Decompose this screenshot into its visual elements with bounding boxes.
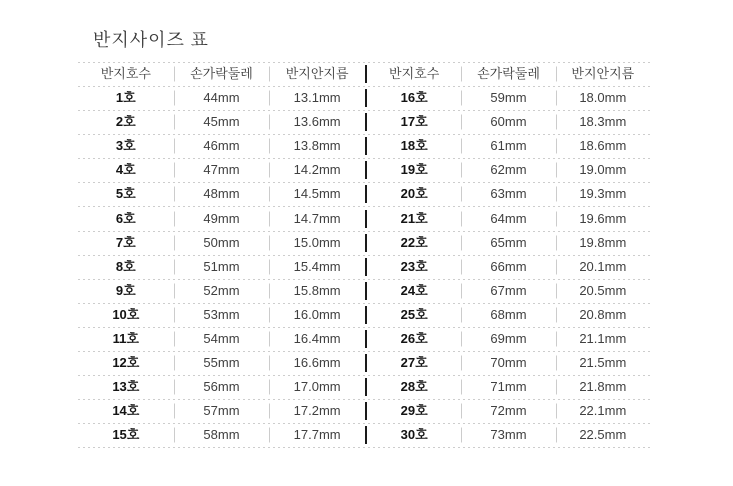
ring-inner-diameter-cell: 13.1mm xyxy=(269,86,365,110)
finger-circumference-cell: 67mm xyxy=(461,279,555,303)
finger-circumference-cell: 47mm xyxy=(174,158,270,182)
table-left-half xyxy=(78,134,365,158)
ring-inner-diameter-cell: 21.8mm xyxy=(556,375,650,399)
ring-number-cell: 20호 xyxy=(400,186,428,202)
ring-number-cell: 9호 xyxy=(115,282,136,298)
ring-inner-diameter-cell: 17.0mm xyxy=(269,375,365,399)
finger-circumference-cell: 52mm xyxy=(174,279,270,303)
finger-circumference-cell: 49mm xyxy=(174,207,270,231)
ring-number-cell: 30호 xyxy=(400,427,428,443)
finger-circumference-cell: 72mm xyxy=(461,399,555,423)
table-left-half xyxy=(78,399,365,423)
ring-inner-diameter-cell: 16.6mm xyxy=(269,351,365,375)
table-row xyxy=(78,327,650,351)
header-ring-inner-diameter: 반지안지름 xyxy=(269,62,365,86)
ring-inner-diameter-cell: 14.5mm xyxy=(269,182,365,206)
ring-inner-diameter-cell: 20.8mm xyxy=(556,303,650,327)
table-row xyxy=(78,279,650,303)
ring-inner-diameter-cell: 16.0mm xyxy=(269,303,365,327)
table-left-half xyxy=(78,279,365,303)
finger-circumference-cell: 60mm xyxy=(461,110,555,134)
ring-number-cell: 17호 xyxy=(400,114,428,130)
finger-circumference-cell: 70mm xyxy=(461,351,555,375)
table-right-half xyxy=(367,351,650,375)
ring-number-cell: 16호 xyxy=(400,90,428,106)
ring-number-cell: 19호 xyxy=(400,162,428,178)
table-left-half xyxy=(78,303,365,327)
ring-inner-diameter-cell: 13.6mm xyxy=(269,110,365,134)
ring-inner-diameter-cell: 13.8mm xyxy=(269,134,365,158)
ring-inner-diameter-cell: 19.8mm xyxy=(556,231,650,255)
table-left-half xyxy=(78,110,365,134)
table-row xyxy=(78,423,650,447)
ring-number-cell: 5호 xyxy=(115,186,136,202)
ring-inner-diameter-cell: 17.7mm xyxy=(269,423,365,447)
ring-number-cell: 28호 xyxy=(400,379,428,395)
finger-circumference-cell: 63mm xyxy=(461,182,555,206)
ring-number-cell: 23호 xyxy=(400,258,428,274)
ring-inner-diameter-cell: 15.8mm xyxy=(269,279,365,303)
ring-inner-diameter-cell: 19.0mm xyxy=(556,158,650,182)
ring-inner-diameter-cell: 22.5mm xyxy=(556,423,650,447)
ring-number-cell: 7호 xyxy=(115,234,136,250)
finger-circumference-cell: 66mm xyxy=(461,255,555,279)
finger-circumference-cell: 57mm xyxy=(174,399,270,423)
ring-inner-diameter-cell: 22.1mm xyxy=(556,399,650,423)
table-row xyxy=(78,158,650,182)
table-row xyxy=(78,182,650,206)
header-finger-circumference: 손가락둘레 xyxy=(461,62,555,86)
finger-circumference-cell: 51mm xyxy=(174,255,270,279)
header-finger-circumference: 손가락둘레 xyxy=(174,62,270,86)
ring-number-cell: 18호 xyxy=(400,138,428,154)
finger-circumference-cell: 61mm xyxy=(461,134,555,158)
finger-circumference-cell: 73mm xyxy=(461,423,555,447)
table-left-half xyxy=(78,62,365,86)
finger-circumference-cell: 48mm xyxy=(174,182,270,206)
ring-inner-diameter-cell: 18.0mm xyxy=(556,86,650,110)
table-right-half xyxy=(367,206,650,230)
finger-circumference-cell: 54mm xyxy=(174,327,270,351)
ring-number-cell: 24호 xyxy=(400,282,428,298)
table-right-half xyxy=(367,255,650,279)
table-left-half xyxy=(78,351,365,375)
table-row xyxy=(78,206,650,230)
table-row xyxy=(78,231,650,255)
table-right-half xyxy=(367,231,650,255)
ring-number-cell: 6호 xyxy=(115,210,136,226)
table-left-half xyxy=(78,423,365,447)
ring-number-cell: 26호 xyxy=(400,330,428,346)
table-left-half xyxy=(78,255,365,279)
ring-number-cell: 15호 xyxy=(112,427,140,443)
ring-number-cell: 25호 xyxy=(400,306,428,322)
table-left-half xyxy=(78,206,365,230)
finger-circumference-cell: 65mm xyxy=(461,231,555,255)
table-right-half xyxy=(367,423,650,447)
ring-number-cell: 14호 xyxy=(112,403,140,419)
ring-number-cell: 4호 xyxy=(115,162,136,178)
table-right-half xyxy=(367,399,650,423)
table-left-half xyxy=(78,182,365,206)
table-row xyxy=(78,86,650,110)
table-right-half xyxy=(367,158,650,182)
ring-inner-diameter-cell: 21.5mm xyxy=(556,351,650,375)
ring-number-cell: 10호 xyxy=(112,306,140,322)
table-row xyxy=(78,399,650,423)
table-row xyxy=(78,134,650,158)
finger-circumference-cell: 58mm xyxy=(174,423,270,447)
ring-number-cell: 11호 xyxy=(112,330,139,346)
ring-number-cell: 22호 xyxy=(400,234,428,250)
finger-circumference-cell: 55mm xyxy=(174,351,270,375)
finger-circumference-cell: 71mm xyxy=(461,375,555,399)
table-row xyxy=(78,110,650,134)
ring-number-cell: 21호 xyxy=(400,210,428,226)
table-right-half xyxy=(367,110,650,134)
table-left-half xyxy=(78,231,365,255)
table-right-half xyxy=(367,375,650,399)
ring-number-cell: 13호 xyxy=(112,379,140,395)
header-ring-number: 반지호수 xyxy=(100,66,151,81)
table-left-half xyxy=(78,327,365,351)
ring-inner-diameter-cell: 16.4mm xyxy=(269,327,365,351)
table-right-half xyxy=(367,327,650,351)
table-right-half xyxy=(367,62,650,86)
table-right-half xyxy=(367,182,650,206)
ring-inner-diameter-cell: 17.2mm xyxy=(269,399,365,423)
ring-inner-diameter-cell: 18.6mm xyxy=(556,134,650,158)
ring-inner-diameter-cell: 20.5mm xyxy=(556,279,650,303)
ring-number-cell: 27호 xyxy=(400,355,428,371)
finger-circumference-cell: 53mm xyxy=(174,303,270,327)
table-right-half xyxy=(367,86,650,110)
header-ring-number: 반지호수 xyxy=(389,66,440,81)
finger-circumference-cell: 50mm xyxy=(174,231,270,255)
finger-circumference-cell: 69mm xyxy=(461,327,555,351)
ring-inner-diameter-cell: 20.1mm xyxy=(556,255,650,279)
table-left-half xyxy=(78,86,365,110)
finger-circumference-cell: 62mm xyxy=(461,158,555,182)
ring-number-cell: 1호 xyxy=(115,90,136,106)
finger-circumference-cell: 45mm xyxy=(174,110,270,134)
table-right-half xyxy=(367,303,650,327)
ring-number-cell: 8호 xyxy=(115,258,136,274)
table-row xyxy=(78,351,650,375)
table-left-half xyxy=(78,375,365,399)
ring-inner-diameter-cell: 15.4mm xyxy=(269,255,365,279)
finger-circumference-cell: 59mm xyxy=(461,86,555,110)
table-row xyxy=(78,255,650,279)
table-right-half xyxy=(367,279,650,303)
ring-number-cell: 3호 xyxy=(115,138,136,154)
ring-inner-diameter-cell: 14.2mm xyxy=(269,158,365,182)
ring-inner-diameter-cell: 21.1mm xyxy=(556,327,650,351)
ring-number-cell: 2호 xyxy=(115,114,136,130)
ring-inner-diameter-cell: 19.3mm xyxy=(556,182,650,206)
table-row xyxy=(78,375,650,399)
ring-number-cell: 12호 xyxy=(112,355,140,371)
finger-circumference-cell: 44mm xyxy=(174,86,270,110)
table-header-row xyxy=(78,62,650,86)
finger-circumference-cell: 46mm xyxy=(174,134,270,158)
finger-circumference-cell: 68mm xyxy=(461,303,555,327)
finger-circumference-cell: 64mm xyxy=(461,207,555,231)
ring-inner-diameter-cell: 18.3mm xyxy=(556,110,650,134)
table-left-half xyxy=(78,158,365,182)
finger-circumference-cell: 56mm xyxy=(174,375,270,399)
ring-inner-diameter-cell: 19.6mm xyxy=(556,207,650,231)
ring-inner-diameter-cell: 15.0mm xyxy=(269,231,365,255)
page-title: 반지사이즈 표 xyxy=(93,30,209,50)
ring-inner-diameter-cell: 14.7mm xyxy=(269,207,365,231)
table-row xyxy=(78,303,650,327)
header-ring-inner-diameter: 반지안지름 xyxy=(556,62,650,86)
ring-number-cell: 29호 xyxy=(400,403,428,419)
ring-size-table xyxy=(78,62,650,448)
table-right-half xyxy=(367,134,650,158)
